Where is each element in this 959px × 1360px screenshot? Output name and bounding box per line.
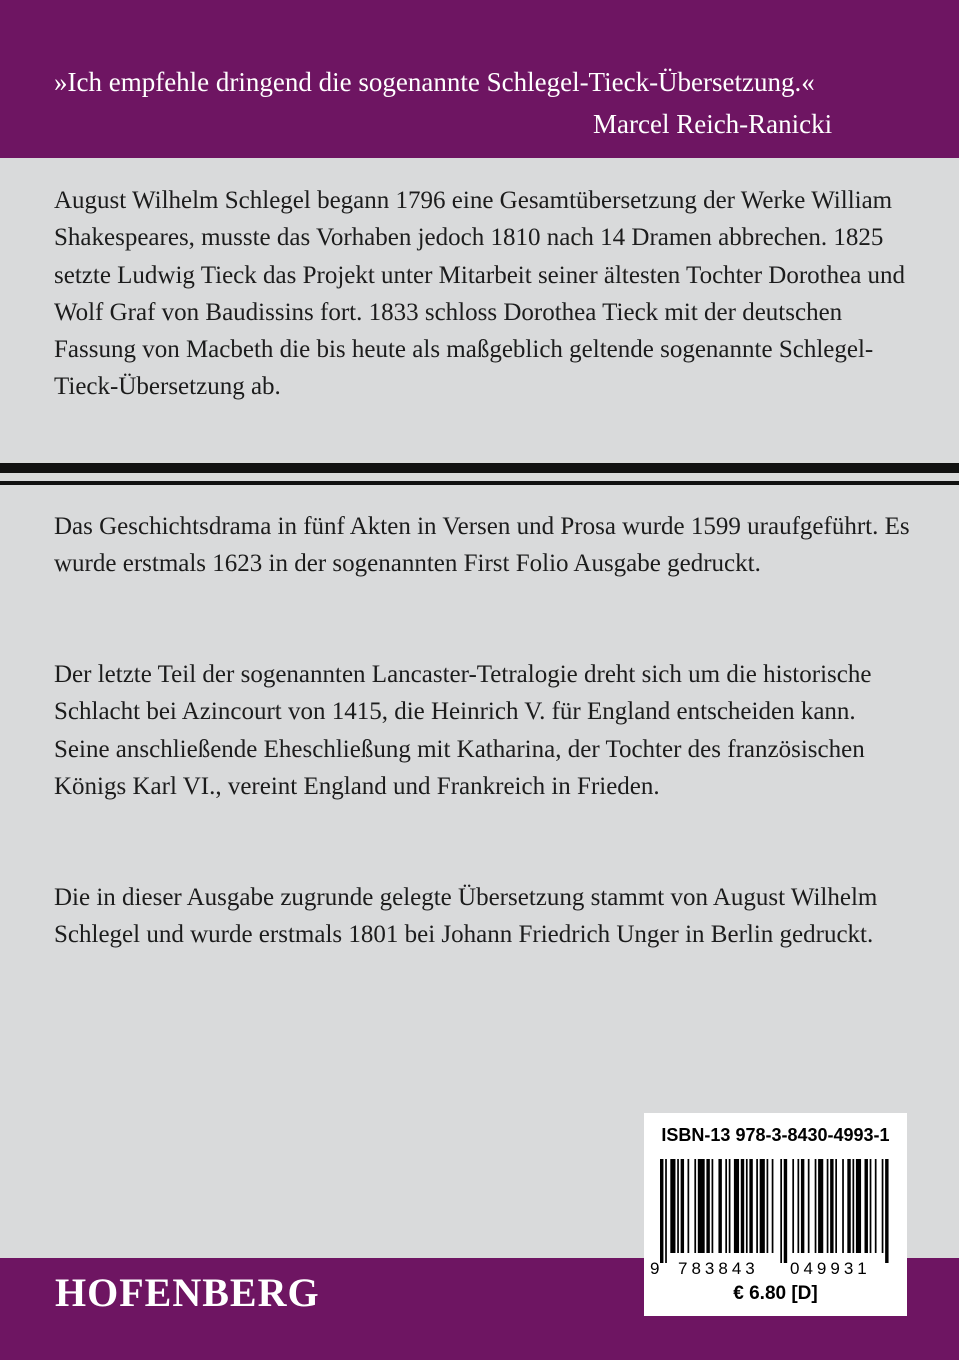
barcode-bar [827, 1159, 829, 1253]
barcode-bar [808, 1159, 810, 1253]
barcode-bar [746, 1159, 748, 1253]
barcode-bar [670, 1159, 675, 1253]
barcode-bar [767, 1159, 769, 1253]
barcode-bar [784, 1159, 787, 1263]
barcode-bar [780, 1159, 782, 1263]
isbn-box [644, 1113, 907, 1316]
barcode-bar [830, 1159, 833, 1253]
barcode-bar [734, 1159, 739, 1253]
barcode-bar [665, 1159, 667, 1263]
barcode-bar [760, 1159, 765, 1253]
barcode-bar [875, 1159, 877, 1253]
barcode-bar [856, 1159, 861, 1253]
barcode-digit-lead: 9 [650, 1259, 660, 1278]
barcode-bar [842, 1159, 844, 1253]
barcode-bar [801, 1159, 804, 1253]
barcode-bar [706, 1159, 709, 1253]
paragraph-genre: Das Geschichtsdrama in fünf Akten in Versen und Prosa wurde 1599 uraufgeführt. Es wurde erstmals 1623 in der sogenannten First Folio Ausgabe gedruckt. [54, 513, 910, 578]
divider-thin [0, 481, 959, 485]
barcode-bar [865, 1159, 868, 1253]
barcode-bar [712, 1159, 714, 1253]
barcode-bar [694, 1159, 696, 1253]
isbn-number: ISBN-13 978-3-8430-4993-1 [661, 1125, 890, 1145]
barcode-bar [749, 1159, 752, 1253]
paragraph-summary: Der letzte Teil der sogenannten Lancaster-Tetralogie dreht sich um die historische Schlacht bei Azincourt von 1415, die Heinrich V. für England entscheiden kann. Seine anschließende Eheschließung mit Katharina, der Tochter des französischen Königs Karl VI., vereint England und Frankreich in Frieden. [54, 661, 872, 800]
barcode-bar [677, 1159, 679, 1253]
barcode-bar [852, 1159, 854, 1253]
barcode-bar [815, 1159, 817, 1253]
barcode-bar [718, 1159, 721, 1253]
barcode-image [660, 1159, 892, 1263]
top-quote-band [0, 0, 959, 158]
barcode-bar [835, 1159, 837, 1253]
barcode-bar [687, 1159, 689, 1253]
quote-text: »Ich empfehle dringend die sogenannte Schlegel-Tieck-Übersetzung.« [54, 67, 815, 97]
barcode-bar [797, 1159, 799, 1253]
barcode-bar [756, 1159, 758, 1253]
barcode-digits-left: 783843 [678, 1259, 759, 1278]
barcode-bar [818, 1159, 823, 1253]
barcode-bar [772, 1159, 774, 1253]
barcode-bar [681, 1159, 684, 1253]
paragraph-translation: Die in dieser Ausgabe zugrunde gelegte Übersetzung stammt von August Wilhelm Schlegel und wurde erstmals 1801 bei Johann Friedrich Unger in Berlin gedruckt. [54, 884, 878, 949]
quote-author: Marcel Reich-Ranicki [593, 109, 833, 139]
barcode-bar [882, 1159, 884, 1253]
barcode-bar [792, 1159, 794, 1253]
barcode-bar [660, 1159, 663, 1263]
divider-thick [0, 463, 959, 473]
barcode-bar [885, 1159, 888, 1263]
publisher-logo: HOFENBERG [55, 1270, 320, 1315]
barcode-bar [870, 1159, 872, 1253]
price-label: € 6.80 [D] [733, 1283, 818, 1304]
barcode-bar [698, 1159, 705, 1253]
intro-paragraph: August Wilhelm Schlegel begann 1796 eine Gesamtübersetzung der Werke William Shakespeares, musste das Vorhaben jedoch 1810 nach 14 Dramen abbrechen. 1825 setzte Ludwig Tieck das Projekt unter Mitarbeit seiner ältesten Tochter Dorothea und Wolf Graf von Baudissins fort. 1833 schloss Dorothea Tieck mit der deutschen Fassung von Macbeth die bis heute als maßgeblich geltende sogenannte Schlegel-Tieck-Übersetzung ab. [54, 187, 906, 401]
barcode-digits-right: 049931 [790, 1259, 871, 1278]
barcode-bar [741, 1159, 744, 1253]
barcode-bar [847, 1159, 850, 1253]
barcode-bar [729, 1159, 731, 1253]
barcode-bar [725, 1159, 727, 1253]
